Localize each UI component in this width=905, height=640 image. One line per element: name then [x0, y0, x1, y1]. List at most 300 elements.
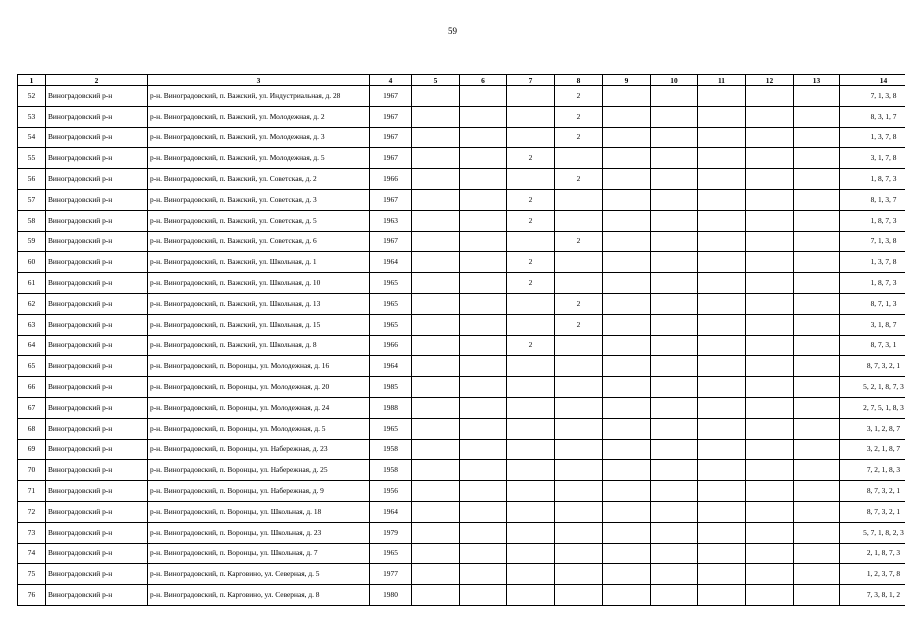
column-header: 3 — [148, 75, 370, 86]
col7-cell — [507, 439, 555, 460]
col11-cell — [698, 543, 746, 564]
district-cell: Виноградовский р-н — [46, 501, 148, 522]
col14-cell: 8, 7, 3, 2, 1 — [840, 501, 905, 522]
district-cell: Виноградовский р-н — [46, 397, 148, 418]
col7-cell — [507, 231, 555, 252]
col14-cell: 8, 7, 1, 3 — [840, 293, 905, 314]
col13-cell — [794, 439, 840, 460]
district-cell: Виноградовский р-н — [46, 210, 148, 231]
col13-cell — [794, 86, 840, 107]
table-row — [18, 439, 905, 460]
col14-cell: 3, 1, 2, 8, 7 — [840, 418, 905, 439]
col11-cell — [698, 397, 746, 418]
district-cell: Виноградовский р-н — [46, 293, 148, 314]
col9-cell — [603, 231, 651, 252]
row-number-cell: 62 — [18, 293, 46, 314]
col6-cell — [460, 439, 507, 460]
col6-cell — [460, 335, 507, 356]
col13-cell — [794, 481, 840, 502]
col10-cell — [651, 106, 698, 127]
year-cell: 1965 — [370, 293, 412, 314]
col5-cell — [412, 189, 460, 210]
col12-cell — [746, 439, 794, 460]
table-row — [18, 543, 905, 564]
col14-cell: 8, 1, 3, 7 — [840, 189, 905, 210]
address-cell: р-н. Виноградовский, п. Важский, ул. Школьная, д. 1 — [148, 252, 370, 273]
col7-cell — [507, 377, 555, 398]
column-header: 7 — [507, 75, 555, 86]
row-number-cell: 72 — [18, 501, 46, 522]
col9-cell — [603, 335, 651, 356]
col11-cell — [698, 106, 746, 127]
col12-cell — [746, 148, 794, 169]
table-row — [18, 501, 905, 522]
col11-cell — [698, 189, 746, 210]
row-number-cell: 60 — [18, 252, 46, 273]
col14-cell: 7, 1, 3, 8 — [840, 231, 905, 252]
table-row — [18, 189, 905, 210]
col10-cell — [651, 231, 698, 252]
col12-cell — [746, 273, 794, 294]
col8-cell: 2 — [555, 127, 603, 148]
year-cell: 1985 — [370, 377, 412, 398]
col7-cell — [507, 460, 555, 481]
col8-cell — [555, 564, 603, 585]
col13-cell — [794, 252, 840, 273]
address-cell: р-н. Виноградовский, п. Важский, ул. Советская, д. 3 — [148, 189, 370, 210]
col14-cell: 3, 2, 1, 8, 7 — [840, 439, 905, 460]
col7-cell — [507, 564, 555, 585]
col7-cell: 2 — [507, 148, 555, 169]
col10-cell — [651, 418, 698, 439]
col5-cell — [412, 252, 460, 273]
col6-cell — [460, 564, 507, 585]
district-cell: Виноградовский р-н — [46, 418, 148, 439]
col6-cell — [460, 418, 507, 439]
year-cell: 1965 — [370, 418, 412, 439]
col6-cell — [460, 86, 507, 107]
col6-cell — [460, 231, 507, 252]
col8-cell — [555, 210, 603, 231]
col14-cell: 8, 7, 3, 2, 1 — [840, 356, 905, 377]
col13-cell — [794, 314, 840, 335]
col11-cell — [698, 335, 746, 356]
year-cell: 1965 — [370, 543, 412, 564]
col5-cell — [412, 127, 460, 148]
col5-cell — [412, 148, 460, 169]
col7-cell — [507, 501, 555, 522]
col14-cell: 5, 7, 1, 8, 2, 3 — [840, 522, 905, 543]
address-cell: р-н. Виноградовский, п. Важский, ул. Школьная, д. 10 — [148, 273, 370, 294]
col12-cell — [746, 252, 794, 273]
row-number-cell: 69 — [18, 439, 46, 460]
col6-cell — [460, 377, 507, 398]
col13-cell — [794, 585, 840, 606]
col9-cell — [603, 543, 651, 564]
table-row — [18, 585, 905, 606]
address-cell: р-н. Виноградовский, п. Важский, ул. Молодежная, д. 2 — [148, 106, 370, 127]
row-number-cell: 65 — [18, 356, 46, 377]
row-number-cell: 67 — [18, 397, 46, 418]
col13-cell — [794, 293, 840, 314]
col13-cell — [794, 522, 840, 543]
col8-cell — [555, 543, 603, 564]
col14-cell: 1, 8, 7, 3 — [840, 273, 905, 294]
col5-cell — [412, 335, 460, 356]
year-cell: 1988 — [370, 397, 412, 418]
col7-cell: 2 — [507, 252, 555, 273]
district-cell: Виноградовский р-н — [46, 169, 148, 190]
col9-cell — [603, 148, 651, 169]
col6-cell — [460, 169, 507, 190]
district-cell: Виноградовский р-н — [46, 189, 148, 210]
year-cell: 1980 — [370, 585, 412, 606]
col11-cell — [698, 418, 746, 439]
col13-cell — [794, 210, 840, 231]
year-cell: 1967 — [370, 189, 412, 210]
col5-cell — [412, 314, 460, 335]
column-header: 5 — [412, 75, 460, 86]
col10-cell — [651, 273, 698, 294]
column-header: 6 — [460, 75, 507, 86]
col8-cell — [555, 189, 603, 210]
col7-cell — [507, 293, 555, 314]
col5-cell — [412, 169, 460, 190]
col6-cell — [460, 314, 507, 335]
district-cell: Виноградовский р-н — [46, 585, 148, 606]
col11-cell — [698, 564, 746, 585]
table-row — [18, 169, 905, 190]
col14-cell: 7, 3, 8, 1, 2 — [840, 585, 905, 606]
row-number-cell: 73 — [18, 522, 46, 543]
col9-cell — [603, 293, 651, 314]
row-number-cell: 64 — [18, 335, 46, 356]
col7-cell — [507, 169, 555, 190]
col5-cell — [412, 418, 460, 439]
col8-cell — [555, 252, 603, 273]
district-cell: Виноградовский р-н — [46, 377, 148, 398]
col13-cell — [794, 148, 840, 169]
table-row — [18, 314, 905, 335]
col9-cell — [603, 501, 651, 522]
col8-cell: 2 — [555, 169, 603, 190]
col8-cell — [555, 273, 603, 294]
table-row — [18, 252, 905, 273]
col8-cell — [555, 377, 603, 398]
district-cell: Виноградовский р-н — [46, 335, 148, 356]
column-header: 14 — [840, 75, 905, 86]
col9-cell — [603, 210, 651, 231]
table-row — [18, 481, 905, 502]
year-cell: 1977 — [370, 564, 412, 585]
col7-cell — [507, 397, 555, 418]
column-header: 11 — [698, 75, 746, 86]
district-cell: Виноградовский р-н — [46, 543, 148, 564]
address-cell: р-н. Виноградовский, п. Воронцы, ул. Молодежная, д. 20 — [148, 377, 370, 398]
row-number-cell: 59 — [18, 231, 46, 252]
year-cell: 1964 — [370, 356, 412, 377]
col8-cell — [555, 460, 603, 481]
row-number-cell: 61 — [18, 273, 46, 294]
address-cell: р-н. Виноградовский, п. Карговино, ул. Северная, д. 8 — [148, 585, 370, 606]
table-row — [18, 231, 905, 252]
address-cell: р-н. Виноградовский, п. Карговино, ул. Северная, д. 5 — [148, 564, 370, 585]
col11-cell — [698, 210, 746, 231]
col7-cell — [507, 585, 555, 606]
col8-cell: 2 — [555, 106, 603, 127]
col8-cell: 2 — [555, 314, 603, 335]
table-row — [18, 210, 905, 231]
address-cell: р-н. Виноградовский, п. Важский, ул. Молодежная, д. 3 — [148, 127, 370, 148]
district-cell: Виноградовский р-н — [46, 86, 148, 107]
col9-cell — [603, 356, 651, 377]
col7-cell — [507, 522, 555, 543]
col14-cell: 3, 1, 7, 8 — [840, 148, 905, 169]
col5-cell — [412, 106, 460, 127]
row-number-cell: 53 — [18, 106, 46, 127]
col12-cell — [746, 335, 794, 356]
col14-cell: 1, 8, 7, 3 — [840, 210, 905, 231]
address-cell: р-н. Виноградовский, п. Важский, ул. Советская, д. 6 — [148, 231, 370, 252]
year-cell: 1966 — [370, 335, 412, 356]
col5-cell — [412, 522, 460, 543]
col11-cell — [698, 314, 746, 335]
district-cell: Виноградовский р-н — [46, 314, 148, 335]
table-row — [18, 106, 905, 127]
col12-cell — [746, 585, 794, 606]
col12-cell — [746, 460, 794, 481]
col8-cell — [555, 585, 603, 606]
col11-cell — [698, 481, 746, 502]
col14-cell: 1, 3, 7, 8 — [840, 127, 905, 148]
col9-cell — [603, 460, 651, 481]
col12-cell — [746, 397, 794, 418]
col14-cell: 7, 1, 3, 8 — [840, 86, 905, 107]
col7-cell — [507, 314, 555, 335]
col10-cell — [651, 189, 698, 210]
address-cell: р-н. Виноградовский, п. Важский, ул. Советская, д. 5 — [148, 210, 370, 231]
district-cell: Виноградовский р-н — [46, 252, 148, 273]
address-cell: р-н. Виноградовский, п. Важский, ул. Школьная, д. 15 — [148, 314, 370, 335]
col11-cell — [698, 148, 746, 169]
col8-cell — [555, 439, 603, 460]
col12-cell — [746, 293, 794, 314]
year-cell: 1964 — [370, 501, 412, 522]
col10-cell — [651, 397, 698, 418]
row-number-cell: 54 — [18, 127, 46, 148]
col7-cell — [507, 106, 555, 127]
col13-cell — [794, 460, 840, 481]
col5-cell — [412, 293, 460, 314]
col10-cell — [651, 148, 698, 169]
col9-cell — [603, 585, 651, 606]
table-row — [18, 460, 905, 481]
year-cell: 1965 — [370, 314, 412, 335]
table-row — [18, 418, 905, 439]
col10-cell — [651, 564, 698, 585]
col10-cell — [651, 252, 698, 273]
address-cell: р-н. Виноградовский, п. Воронцы, ул. Молодежная, д. 16 — [148, 356, 370, 377]
col14-cell: 8, 7, 3, 2, 1 — [840, 481, 905, 502]
col6-cell — [460, 585, 507, 606]
col13-cell — [794, 543, 840, 564]
col11-cell — [698, 439, 746, 460]
year-cell: 1967 — [370, 127, 412, 148]
address-cell: р-н. Виноградовский, п. Воронцы, ул. Набережная, д. 23 — [148, 439, 370, 460]
table-row — [18, 377, 905, 398]
col9-cell — [603, 522, 651, 543]
row-number-cell: 66 — [18, 377, 46, 398]
row-number-cell: 57 — [18, 189, 46, 210]
col11-cell — [698, 460, 746, 481]
address-cell: р-н. Виноградовский, п. Воронцы, ул. Школьная, д. 18 — [148, 501, 370, 522]
column-header: 1 — [18, 75, 46, 86]
row-number-cell: 70 — [18, 460, 46, 481]
table-row — [18, 356, 905, 377]
col8-cell: 2 — [555, 231, 603, 252]
col8-cell — [555, 148, 603, 169]
col6-cell — [460, 127, 507, 148]
address-cell: р-н. Виноградовский, п. Важский, ул. Молодежная, д. 5 — [148, 148, 370, 169]
column-header: 8 — [555, 75, 603, 86]
address-cell: р-н. Виноградовский, п. Важский, ул. Индустриальная, д. 28 — [148, 86, 370, 107]
col8-cell — [555, 481, 603, 502]
address-cell: р-н. Виноградовский, п. Воронцы, ул. Набережная, д. 25 — [148, 460, 370, 481]
col8-cell — [555, 335, 603, 356]
col5-cell — [412, 564, 460, 585]
col13-cell — [794, 335, 840, 356]
col9-cell — [603, 481, 651, 502]
col10-cell — [651, 335, 698, 356]
table-body — [18, 86, 905, 606]
col9-cell — [603, 314, 651, 335]
col6-cell — [460, 460, 507, 481]
col14-cell: 7, 2, 1, 8, 3 — [840, 460, 905, 481]
col11-cell — [698, 501, 746, 522]
address-cell: р-н. Виноградовский, п. Воронцы, ул. Молодежная, д. 5 — [148, 418, 370, 439]
col6-cell — [460, 106, 507, 127]
col5-cell — [412, 543, 460, 564]
year-cell: 1964 — [370, 252, 412, 273]
col5-cell — [412, 460, 460, 481]
row-number-cell: 71 — [18, 481, 46, 502]
row-number-cell: 52 — [18, 86, 46, 107]
column-header: 10 — [651, 75, 698, 86]
year-cell: 1979 — [370, 522, 412, 543]
address-cell: р-н. Виноградовский, п. Воронцы, ул. Набережная, д. 9 — [148, 481, 370, 502]
col9-cell — [603, 564, 651, 585]
col12-cell — [746, 564, 794, 585]
col11-cell — [698, 377, 746, 398]
year-cell: 1965 — [370, 273, 412, 294]
col6-cell — [460, 481, 507, 502]
col9-cell — [603, 273, 651, 294]
col13-cell — [794, 273, 840, 294]
table-row — [18, 564, 905, 585]
col6-cell — [460, 189, 507, 210]
column-header: 13 — [794, 75, 840, 86]
col13-cell — [794, 127, 840, 148]
col10-cell — [651, 543, 698, 564]
col6-cell — [460, 397, 507, 418]
district-cell: Виноградовский р-н — [46, 127, 148, 148]
col14-cell: 3, 1, 8, 7 — [840, 314, 905, 335]
year-cell: 1967 — [370, 86, 412, 107]
year-cell: 1956 — [370, 481, 412, 502]
col8-cell — [555, 501, 603, 522]
col12-cell — [746, 501, 794, 522]
table-row — [18, 148, 905, 169]
row-number-cell: 75 — [18, 564, 46, 585]
col14-cell: 5, 2, 1, 8, 7, 3 — [840, 377, 905, 398]
col8-cell: 2 — [555, 293, 603, 314]
district-cell: Виноградовский р-н — [46, 564, 148, 585]
col12-cell — [746, 356, 794, 377]
table-row — [18, 86, 905, 107]
year-cell: 1958 — [370, 439, 412, 460]
col10-cell — [651, 314, 698, 335]
district-cell: Виноградовский р-н — [46, 439, 148, 460]
col10-cell — [651, 86, 698, 107]
col13-cell — [794, 397, 840, 418]
col14-cell: 1, 2, 3, 7, 8 — [840, 564, 905, 585]
col6-cell — [460, 148, 507, 169]
col9-cell — [603, 377, 651, 398]
col5-cell — [412, 397, 460, 418]
year-cell: 1963 — [370, 210, 412, 231]
col6-cell — [460, 293, 507, 314]
col7-cell — [507, 481, 555, 502]
row-number-cell: 55 — [18, 148, 46, 169]
col10-cell — [651, 377, 698, 398]
col10-cell — [651, 585, 698, 606]
row-number-cell: 76 — [18, 585, 46, 606]
col8-cell — [555, 356, 603, 377]
row-number-cell: 58 — [18, 210, 46, 231]
col9-cell — [603, 439, 651, 460]
col9-cell — [603, 169, 651, 190]
col11-cell — [698, 522, 746, 543]
col7-cell: 2 — [507, 273, 555, 294]
col13-cell — [794, 418, 840, 439]
col11-cell — [698, 127, 746, 148]
col13-cell — [794, 106, 840, 127]
col5-cell — [412, 585, 460, 606]
address-cell: р-н. Виноградовский, п. Воронцы, ул. Школьная, д. 7 — [148, 543, 370, 564]
district-cell: Виноградовский р-н — [46, 356, 148, 377]
column-header: 4 — [370, 75, 412, 86]
col11-cell — [698, 356, 746, 377]
col11-cell — [698, 231, 746, 252]
col6-cell — [460, 252, 507, 273]
row-number-cell: 56 — [18, 169, 46, 190]
col12-cell — [746, 377, 794, 398]
col6-cell — [460, 501, 507, 522]
col12-cell — [746, 418, 794, 439]
col6-cell — [460, 543, 507, 564]
col11-cell — [698, 585, 746, 606]
col13-cell — [794, 356, 840, 377]
page-number: 59 — [448, 26, 457, 36]
district-cell: Виноградовский р-н — [46, 481, 148, 502]
col10-cell — [651, 356, 698, 377]
column-header: 9 — [603, 75, 651, 86]
col9-cell — [603, 127, 651, 148]
col5-cell — [412, 210, 460, 231]
col8-cell — [555, 522, 603, 543]
col7-cell — [507, 356, 555, 377]
col11-cell — [698, 252, 746, 273]
